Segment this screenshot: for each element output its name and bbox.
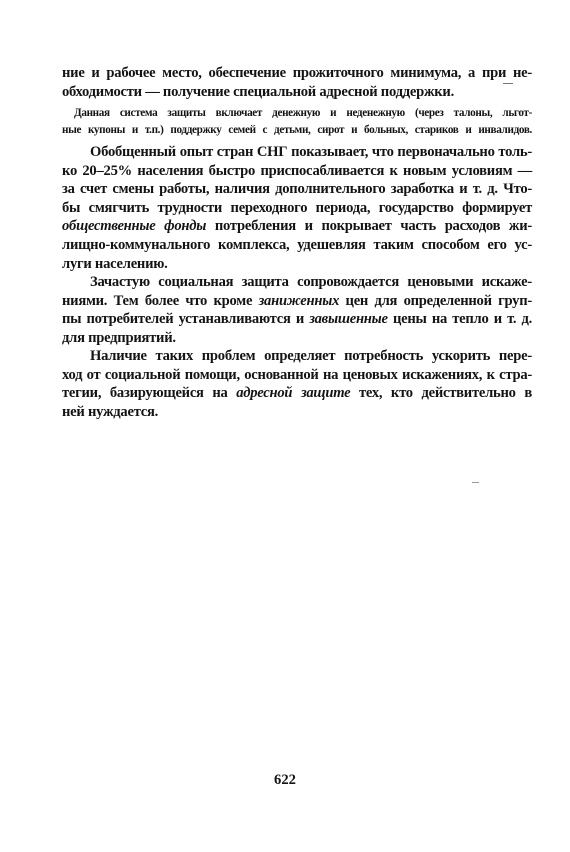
text-line: обходимости — получение специальной адресной поддержки.: [62, 83, 454, 100]
top-paragraph: [62, 64, 532, 101]
text-line: луги населению.: [62, 255, 168, 272]
text-line: [62, 217, 532, 236]
text-span: тех, кто действительно в: [350, 385, 532, 402]
text-line: для предприятий.: [62, 329, 176, 346]
text-line: Зачастую социальная защита сопровождается ценовыми искаже-: [90, 274, 532, 290]
scan-mark: [472, 482, 479, 483]
text-line: Обобщенный опыт стран СНГ показывает, что первоначально толь-: [90, 144, 532, 160]
text-line: за счет смены работы, наличия дополнительного заработка и т. д. Что-: [62, 181, 532, 198]
text-line: ход от социальной помощи, основанной на ценовых искажениях, к стра-: [62, 366, 532, 383]
text-line: [62, 384, 532, 403]
italic-term: завышенные: [309, 311, 388, 328]
paragraph-3: [62, 347, 532, 421]
paragraph-1: [62, 143, 532, 273]
text-line: бы смягчить трудности переходного периода, государство формирует: [62, 199, 532, 216]
text-line: [62, 310, 532, 329]
italic-term: адресной защите: [236, 385, 351, 402]
text-line: ней нуждается.: [62, 403, 159, 420]
italic-term: заниженных: [258, 292, 340, 309]
page-number: 622: [274, 772, 296, 788]
text-span: пы потребителей устанавливаются и: [62, 311, 310, 328]
text-span: цен для определенной груп-: [339, 292, 533, 309]
text-line: Наличие таких проблем определяет потребность ускорить пере-: [90, 348, 532, 364]
footnote-line: Данная система защиты включает денежную и неденежную (через талоны, льгот-: [74, 107, 532, 119]
dash-mark: [503, 83, 513, 84]
footnote: [62, 105, 532, 139]
text-line: ко 20–25% населения быстро приспосабливается к новым условиям —: [62, 162, 532, 179]
text-line: [62, 292, 532, 311]
italic-term: общественные фонды: [62, 218, 207, 235]
text-line: ние и рабочее место, обеспечение прожиточного минимума, а при не-: [62, 65, 532, 81]
text-span: потребления и покрывает часть расходов жи-: [206, 218, 533, 235]
text-line: лищно-коммунального комплекса, удешевляя таким способом его ус-: [62, 236, 532, 253]
text-span: ниями. Тем более что кроме: [62, 292, 259, 309]
text-span: цены на тепло и т. д.: [387, 311, 533, 328]
footnote-line: ные купоны и т.п.) поддержку семей с детьми, сирот и больных, стариков и инвалидов.: [62, 124, 532, 136]
text-span: тегии, базирующейся на: [62, 385, 237, 402]
paragraph-2: [62, 273, 532, 347]
